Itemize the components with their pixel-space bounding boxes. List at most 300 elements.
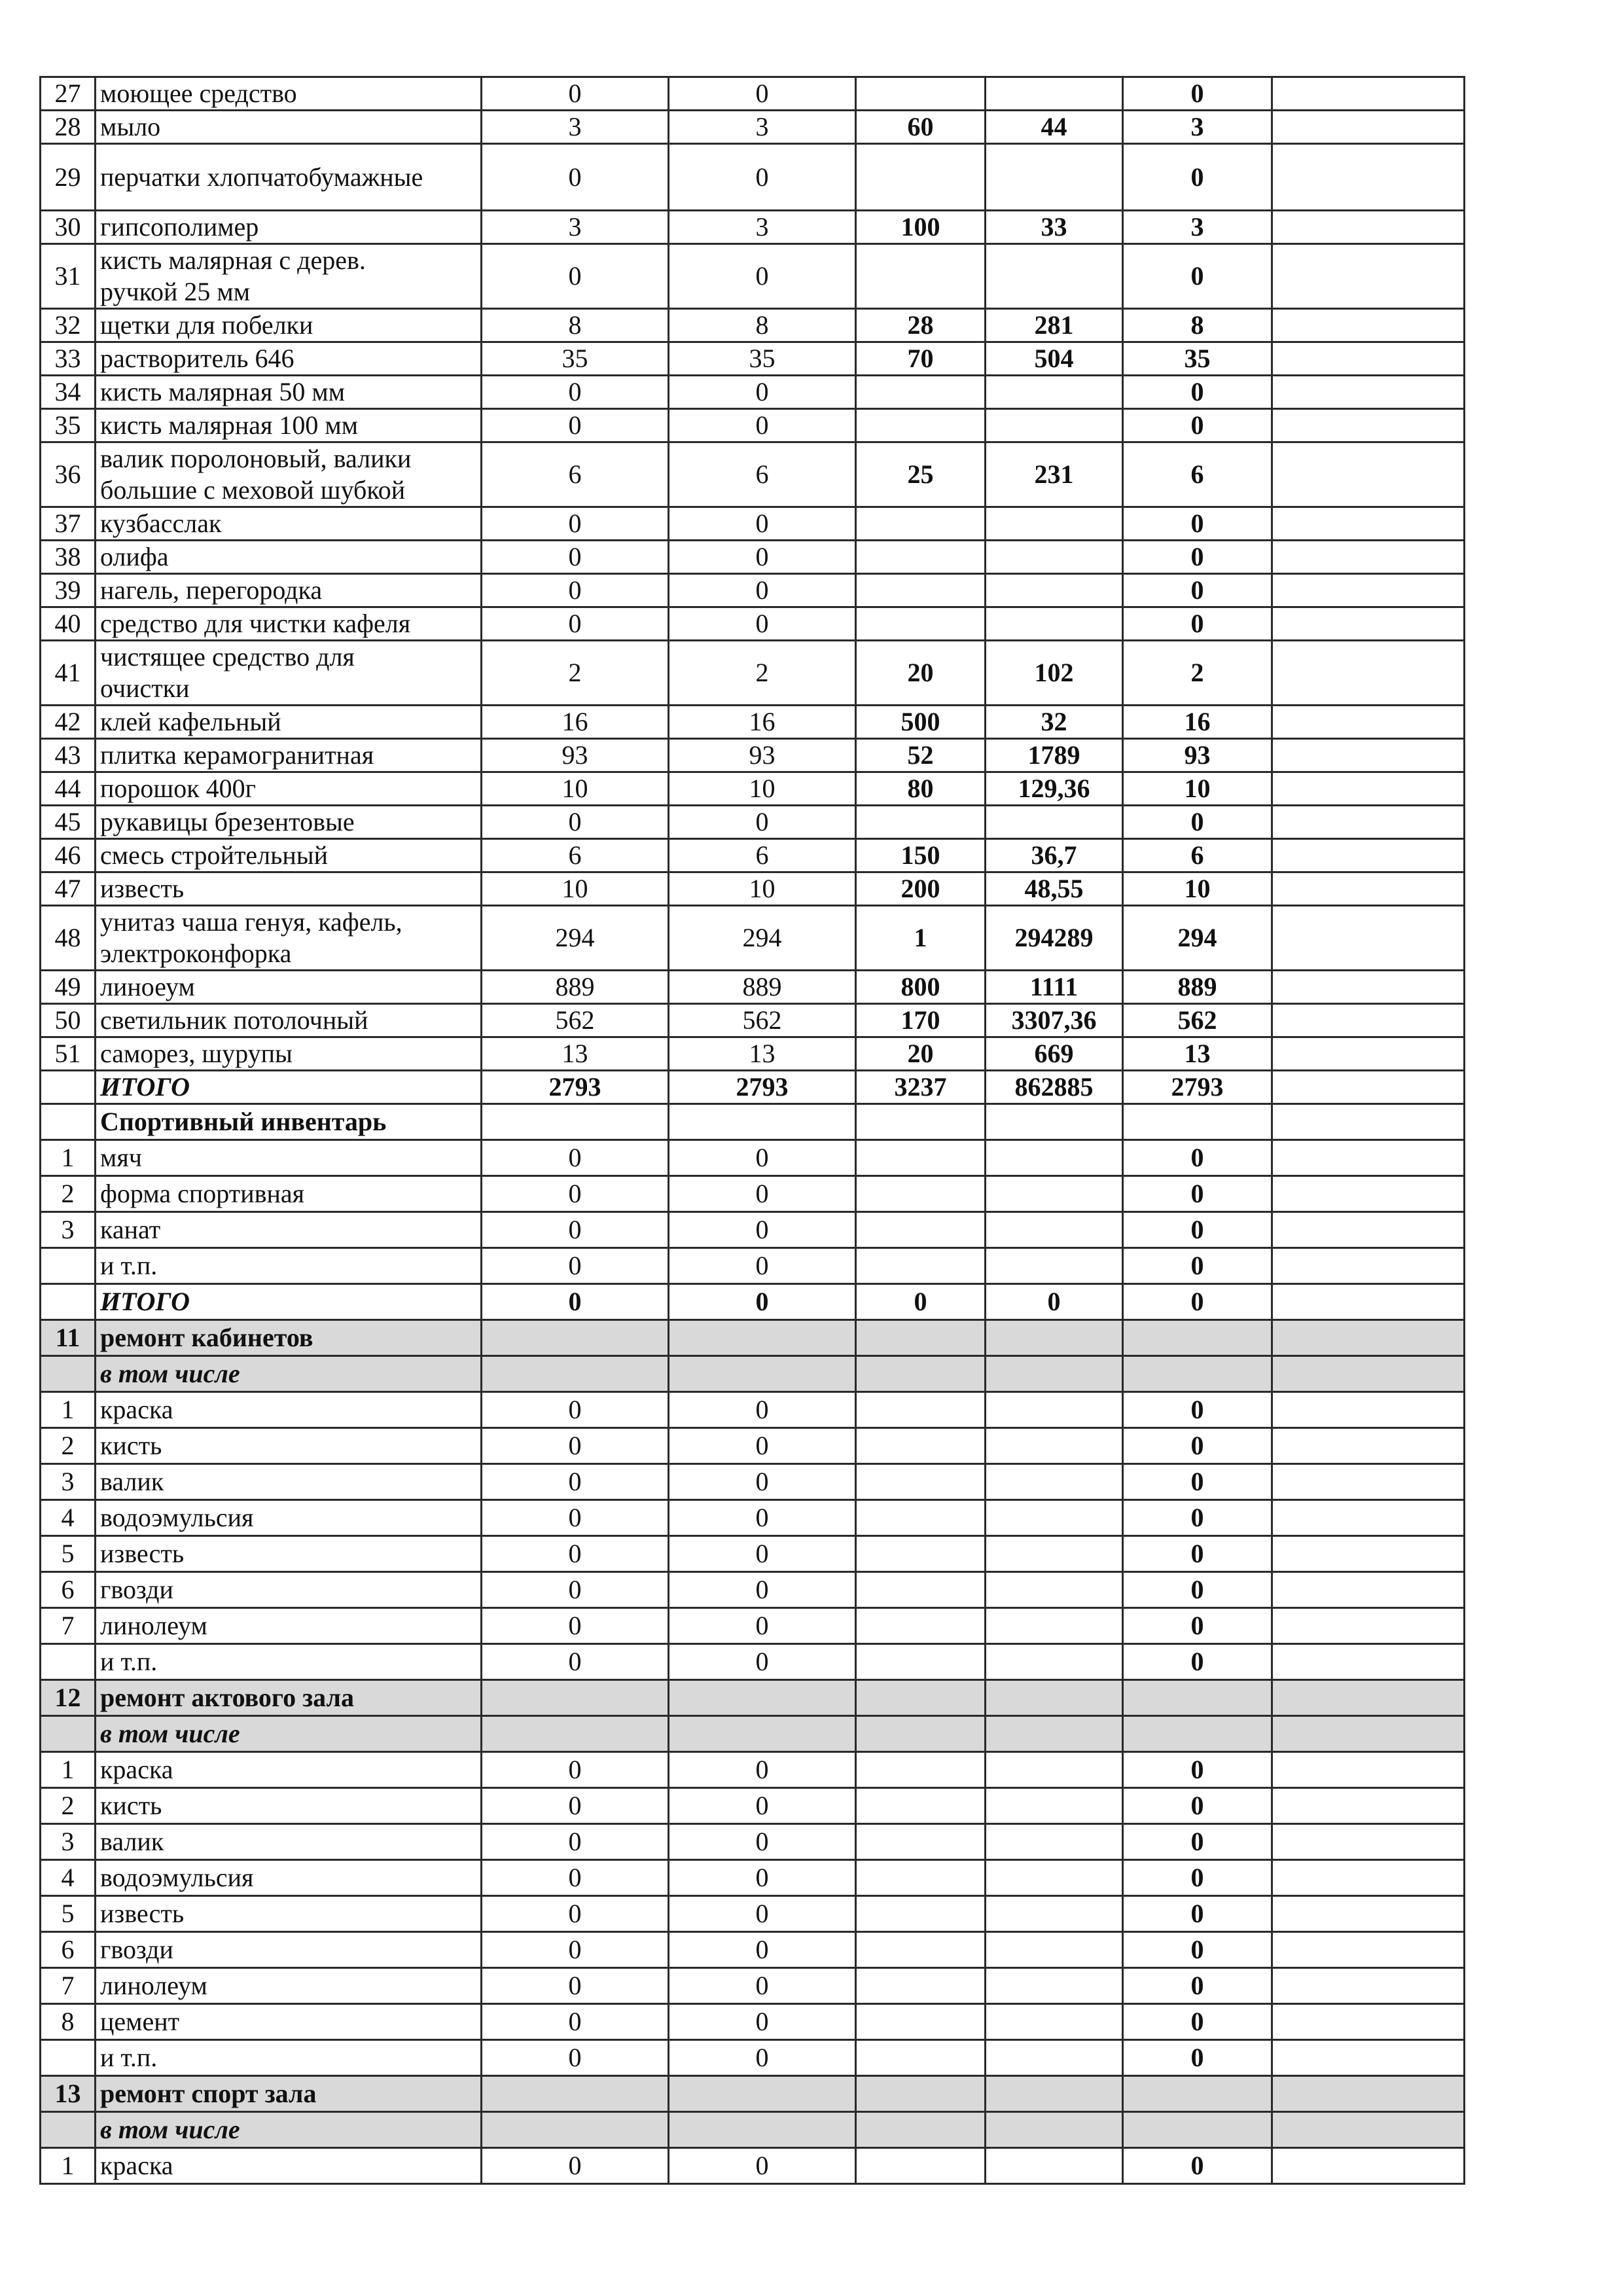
unit-price: [856, 1536, 986, 1572]
row-number: 6: [41, 1932, 96, 1968]
total-row: [41, 1071, 1465, 1104]
item-name: клей кафельный: [96, 706, 482, 739]
planned-qty: 0: [482, 1392, 669, 1428]
amount: 32: [986, 706, 1123, 739]
note: [1272, 211, 1465, 244]
table-row: [41, 1140, 1465, 1176]
unit-price: 80: [856, 772, 986, 806]
unit-price: [856, 1392, 986, 1428]
planned-qty: 0: [482, 1248, 669, 1284]
note: [1272, 376, 1465, 409]
table-row: [41, 507, 1465, 541]
unit-price: 170: [856, 1004, 986, 1037]
actual-qty: 93: [669, 739, 856, 772]
note: [1272, 739, 1465, 772]
note: [1272, 144, 1465, 211]
row-number: 29: [41, 144, 96, 211]
planned-qty: 294: [482, 906, 669, 971]
amount: [986, 1788, 1123, 1824]
actual-qty: [669, 1716, 856, 1752]
table-row: [41, 211, 1465, 244]
item-name: и т.п.: [96, 1248, 482, 1284]
table-row: [41, 111, 1465, 144]
planned-qty: 0: [482, 1500, 669, 1536]
item-name: в том числе: [96, 2112, 482, 2148]
planned-qty: 0: [482, 1968, 669, 2004]
item-name: моющее средство: [96, 77, 482, 111]
table-row: [41, 342, 1465, 376]
item-name: валик: [96, 1464, 482, 1500]
item-name: нагель, перегородка: [96, 574, 482, 607]
item-name: водоэмульсия: [96, 1500, 482, 1536]
note: [1272, 77, 1465, 111]
amount: [986, 806, 1123, 839]
table-row: [41, 1644, 1465, 1680]
unit-price: [856, 376, 986, 409]
unit-price: [856, 1356, 986, 1392]
total-qty: 0: [1123, 1140, 1272, 1176]
unit-price: [856, 1716, 986, 1752]
note: [1272, 1428, 1465, 1464]
item-name: линоеум: [96, 971, 482, 1004]
subsection-row: [41, 2112, 1465, 2148]
table-row: [41, 376, 1465, 409]
row-number: [41, 1284, 96, 1320]
actual-qty: 0: [669, 574, 856, 607]
planned-qty: 2793: [482, 1071, 669, 1104]
row-number: 38: [41, 541, 96, 574]
total-qty: 0: [1123, 541, 1272, 574]
row-number: 7: [41, 1608, 96, 1644]
row-number: 13: [41, 2076, 96, 2112]
item-name: чистящее средство для очистки: [96, 641, 482, 706]
table-row: [41, 409, 1465, 442]
amount: 1789: [986, 739, 1123, 772]
item-name: известь: [96, 1896, 482, 1932]
note: [1272, 1824, 1465, 1860]
amount: 102: [986, 641, 1123, 706]
amount: [986, 77, 1123, 111]
note: [1272, 574, 1465, 607]
actual-qty: 294: [669, 906, 856, 971]
actual-qty: 0: [669, 1572, 856, 1608]
item-name: ремонт актового зала: [96, 1680, 482, 1716]
unit-price: 800: [856, 971, 986, 1004]
total-qty: 0: [1123, 1500, 1272, 1536]
item-name: гипсополимер: [96, 211, 482, 244]
table-row: [41, 872, 1465, 906]
row-number: 33: [41, 342, 96, 376]
total-qty: [1123, 2112, 1272, 2148]
row-number: 4: [41, 1860, 96, 1896]
actual-qty: 8: [669, 309, 856, 342]
item-name: и т.п.: [96, 2040, 482, 2076]
note: [1272, 1680, 1465, 1716]
amount: [986, 607, 1123, 641]
table-row: [41, 772, 1465, 806]
item-name: ремонт кабинетов: [96, 1320, 482, 1356]
planned-qty: 562: [482, 1004, 669, 1037]
note: [1272, 1037, 1465, 1071]
row-number: 12: [41, 1680, 96, 1716]
note: [1272, 2148, 1465, 2184]
total-qty: 0: [1123, 1428, 1272, 1464]
row-number: 49: [41, 971, 96, 1004]
amount: [986, 1176, 1123, 1212]
note: [1272, 806, 1465, 839]
amount: [986, 1248, 1123, 1284]
item-name: порошок 400г: [96, 772, 482, 806]
unit-price: 60: [856, 111, 986, 144]
amount: 33: [986, 211, 1123, 244]
planned-qty: 0: [482, 1536, 669, 1572]
amount: [986, 1860, 1123, 1896]
unit-price: [856, 144, 986, 211]
planned-qty: 16: [482, 706, 669, 739]
actual-qty: 889: [669, 971, 856, 1004]
actual-qty: 3: [669, 111, 856, 144]
section-row: [41, 1320, 1465, 1356]
total-qty: 0: [1123, 1752, 1272, 1788]
total-qty: 10: [1123, 872, 1272, 906]
unit-price: [856, 2148, 986, 2184]
row-number: 3: [41, 1212, 96, 1248]
item-name: гвозди: [96, 1932, 482, 1968]
item-name: рукавицы брезентовые: [96, 806, 482, 839]
item-name: краска: [96, 1392, 482, 1428]
row-number: 48: [41, 906, 96, 971]
total-qty: 0: [1123, 1572, 1272, 1608]
amount: [986, 409, 1123, 442]
row-number: 7: [41, 1968, 96, 2004]
total-qty: 0: [1123, 607, 1272, 641]
amount: [986, 1428, 1123, 1464]
planned-qty: [482, 1104, 669, 1140]
subsection-row: [41, 1356, 1465, 1392]
section-row: [41, 2076, 1465, 2112]
table-row: [41, 1752, 1465, 1788]
actual-qty: 13: [669, 1037, 856, 1071]
planned-qty: 0: [482, 574, 669, 607]
unit-price: [856, 541, 986, 574]
row-number: 50: [41, 1004, 96, 1037]
item-name: форма спортивная: [96, 1176, 482, 1212]
unit-price: [856, 507, 986, 541]
actual-qty: 10: [669, 772, 856, 806]
note: [1272, 1500, 1465, 1536]
total-qty: 2793: [1123, 1071, 1272, 1104]
row-number: 2: [41, 1788, 96, 1824]
item-name: в том числе: [96, 1716, 482, 1752]
row-number: 34: [41, 376, 96, 409]
note: [1272, 971, 1465, 1004]
amount: [986, 1464, 1123, 1500]
amount: [986, 1212, 1123, 1248]
row-number: 40: [41, 607, 96, 641]
amount: [986, 2040, 1123, 2076]
row-number: [41, 2040, 96, 2076]
total-qty: 0: [1123, 1896, 1272, 1932]
total-qty: 2: [1123, 641, 1272, 706]
item-name: кисть малярная 100 мм: [96, 409, 482, 442]
table-row: [41, 971, 1465, 1004]
amount: 129,36: [986, 772, 1123, 806]
unit-price: [856, 1644, 986, 1680]
total-qty: 10: [1123, 772, 1272, 806]
total-qty: 0: [1123, 77, 1272, 111]
actual-qty: 3: [669, 211, 856, 244]
amount: 294289: [986, 906, 1123, 971]
actual-qty: 0: [669, 1464, 856, 1500]
unit-price: 100: [856, 211, 986, 244]
planned-qty: [482, 2112, 669, 2148]
amount: [986, 144, 1123, 211]
planned-qty: 0: [482, 2148, 669, 2184]
item-name: кузбасслак: [96, 507, 482, 541]
unit-price: [856, 1248, 986, 1284]
total-qty: 0: [1123, 1968, 1272, 2004]
note: [1272, 1140, 1465, 1176]
amount: [986, 1572, 1123, 1608]
note: [1272, 1176, 1465, 1212]
table-row: [41, 1428, 1465, 1464]
planned-qty: 0: [482, 1212, 669, 1248]
unit-price: 200: [856, 872, 986, 906]
total-qty: 6: [1123, 442, 1272, 507]
total-qty: [1123, 1716, 1272, 1752]
row-number: 1: [41, 1392, 96, 1428]
unit-price: [856, 1428, 986, 1464]
section-row: [41, 1680, 1465, 1716]
total-qty: [1123, 2076, 1272, 2112]
planned-qty: [482, 1716, 669, 1752]
unit-price: [856, 1860, 986, 1896]
item-name: в том числе: [96, 1356, 482, 1392]
note: [1272, 2040, 1465, 2076]
actual-qty: [669, 1320, 856, 1356]
amount: [986, 1644, 1123, 1680]
note: [1272, 442, 1465, 507]
amount: [986, 1824, 1123, 1860]
unit-price: [856, 1140, 986, 1176]
item-name: кисть малярная с дерев. ручкой 25 мм: [96, 244, 482, 309]
row-number: [41, 1644, 96, 1680]
row-number: 45: [41, 806, 96, 839]
unit-price: [856, 1500, 986, 1536]
actual-qty: 0: [669, 1824, 856, 1860]
row-number: 27: [41, 77, 96, 111]
row-number: 28: [41, 111, 96, 144]
planned-qty: [482, 1320, 669, 1356]
table-row: [41, 739, 1465, 772]
amount: 231: [986, 442, 1123, 507]
total-qty: 0: [1123, 376, 1272, 409]
item-name: гвозди: [96, 1572, 482, 1608]
unit-price: [856, 2112, 986, 2148]
item-name: Спортивный инвентарь: [96, 1104, 482, 1140]
actual-qty: 2: [669, 641, 856, 706]
total-qty: 93: [1123, 739, 1272, 772]
unit-price: [856, 1680, 986, 1716]
row-number: 1: [41, 2148, 96, 2184]
row-number: 39: [41, 574, 96, 607]
planned-qty: 0: [482, 1608, 669, 1644]
item-name: мяч: [96, 1140, 482, 1176]
planned-qty: 93: [482, 739, 669, 772]
actual-qty: 0: [669, 1608, 856, 1644]
planned-qty: 0: [482, 77, 669, 111]
unit-price: [856, 244, 986, 309]
actual-qty: 0: [669, 1392, 856, 1428]
table-row: [41, 839, 1465, 872]
row-number: 2: [41, 1176, 96, 1212]
note: [1272, 906, 1465, 971]
total-qty: 0: [1123, 1608, 1272, 1644]
row-number: 1: [41, 1752, 96, 1788]
amount: [986, 1608, 1123, 1644]
actual-qty: [669, 2112, 856, 2148]
planned-qty: 3: [482, 111, 669, 144]
actual-qty: 0: [669, 2040, 856, 2076]
actual-qty: 10: [669, 872, 856, 906]
note: [1272, 342, 1465, 376]
row-number: 46: [41, 839, 96, 872]
unit-price: [856, 409, 986, 442]
table-row: [41, 1464, 1465, 1500]
total-qty: 0: [1123, 1464, 1272, 1500]
amount: 862885: [986, 1071, 1123, 1104]
amount: [986, 1140, 1123, 1176]
note: [1272, 1644, 1465, 1680]
row-number: 47: [41, 872, 96, 906]
note: [1272, 1356, 1465, 1392]
table-row: [41, 1212, 1465, 1248]
amount: [986, 1752, 1123, 1788]
total-qty: 0: [1123, 1284, 1272, 1320]
amount: [986, 1896, 1123, 1932]
note: [1272, 2112, 1465, 2148]
actual-qty: 0: [669, 1500, 856, 1536]
planned-qty: 8: [482, 309, 669, 342]
row-number: 8: [41, 2004, 96, 2040]
item-name: ремонт спорт зала: [96, 2076, 482, 2112]
row-number: 32: [41, 309, 96, 342]
row-number: 4: [41, 1500, 96, 1536]
unit-price: 150: [856, 839, 986, 872]
item-name: плитка керамогранитная: [96, 739, 482, 772]
item-name: щетки для побелки: [96, 309, 482, 342]
unit-price: [856, 1752, 986, 1788]
table-row: [41, 1536, 1465, 1572]
table-row: [41, 2040, 1465, 2076]
item-name: унитаз чаша генуя, кафель, электроконфорка: [96, 906, 482, 971]
unit-price: 20: [856, 1037, 986, 1071]
unit-price: 20: [856, 641, 986, 706]
note: [1272, 2076, 1465, 2112]
row-number: 30: [41, 211, 96, 244]
unit-price: 70: [856, 342, 986, 376]
note: [1272, 244, 1465, 309]
total-qty: 0: [1123, 409, 1272, 442]
actual-qty: 0: [669, 1752, 856, 1788]
planned-qty: 0: [482, 1860, 669, 1896]
amount: [986, 1716, 1123, 1752]
actual-qty: 0: [669, 376, 856, 409]
item-name: валик: [96, 1824, 482, 1860]
actual-qty: 0: [669, 2004, 856, 2040]
item-name: мыло: [96, 111, 482, 144]
unit-price: [856, 1608, 986, 1644]
unit-price: [856, 2076, 986, 2112]
note: [1272, 706, 1465, 739]
total-qty: 0: [1123, 1860, 1272, 1896]
row-number: [41, 2112, 96, 2148]
row-number: 37: [41, 507, 96, 541]
table-row: [41, 442, 1465, 507]
item-name: и т.п.: [96, 1644, 482, 1680]
unit-price: 25: [856, 442, 986, 507]
actual-qty: 0: [669, 1428, 856, 1464]
table-row: [41, 906, 1465, 971]
actual-qty: 0: [669, 1176, 856, 1212]
row-number: [41, 1248, 96, 1284]
note: [1272, 111, 1465, 144]
row-number: 43: [41, 739, 96, 772]
row-number: 3: [41, 1824, 96, 1860]
unit-price: [856, 77, 986, 111]
planned-qty: 0: [482, 376, 669, 409]
item-name: валик поролоновый, валики большие с меховой шубкой: [96, 442, 482, 507]
actual-qty: 0: [669, 607, 856, 641]
note: [1272, 309, 1465, 342]
item-name: кисть малярная 50 мм: [96, 376, 482, 409]
note: [1272, 1572, 1465, 1608]
actual-qty: 2793: [669, 1071, 856, 1104]
total-qty: 889: [1123, 971, 1272, 1004]
note: [1272, 1212, 1465, 1248]
planned-qty: 0: [482, 1284, 669, 1320]
total-qty: [1123, 1320, 1272, 1356]
row-number: 2: [41, 1428, 96, 1464]
amount: 0: [986, 1284, 1123, 1320]
actual-qty: 6: [669, 839, 856, 872]
note: [1272, 1392, 1465, 1428]
actual-qty: 6: [669, 442, 856, 507]
unit-price: [856, 2004, 986, 2040]
amount: 36,7: [986, 839, 1123, 872]
actual-qty: 0: [669, 507, 856, 541]
planned-qty: 10: [482, 872, 669, 906]
actual-qty: 0: [669, 244, 856, 309]
actual-qty: [669, 1356, 856, 1392]
table-row: [41, 1037, 1465, 1071]
actual-qty: 562: [669, 1004, 856, 1037]
row-number: [41, 1104, 96, 1140]
item-name: линолеум: [96, 1968, 482, 2004]
planned-qty: 0: [482, 1932, 669, 1968]
note: [1272, 1536, 1465, 1572]
planned-qty: 6: [482, 442, 669, 507]
table-row: [41, 2148, 1465, 2184]
actual-qty: 0: [669, 144, 856, 211]
row-number: 35: [41, 409, 96, 442]
item-name: канат: [96, 1212, 482, 1248]
note: [1272, 1932, 1465, 1968]
item-name: растворитель 646: [96, 342, 482, 376]
note: [1272, 872, 1465, 906]
actual-qty: 35: [669, 342, 856, 376]
note: [1272, 1716, 1465, 1752]
